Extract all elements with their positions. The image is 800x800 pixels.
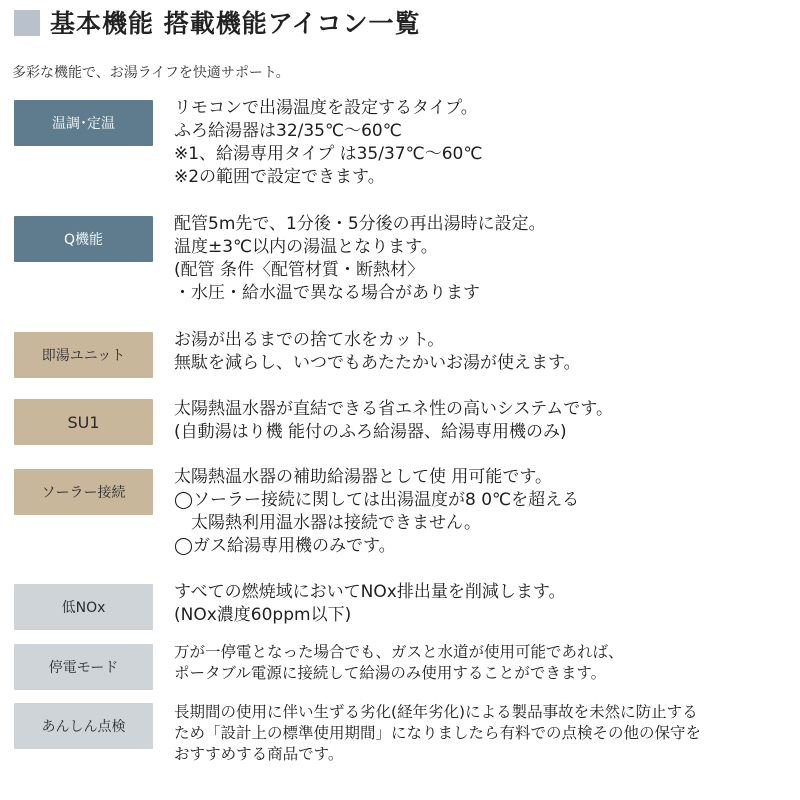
feature-badge-solar-connection: ソーラー接続 [14, 469, 153, 515]
feature-description [174, 642, 794, 684]
description-line: ◯ガス給湯専用機のみです。 [174, 536, 396, 556]
feature-description [174, 398, 794, 444]
description-line: ◯ソーラー接続に関しては出湯温度が8 0℃を超える [174, 490, 580, 510]
feature-description [174, 213, 794, 305]
description-line: (配管 条件〈配管材質・断熱材〉 [174, 260, 425, 280]
description-line: 太陽熱利用温水器は接続できません。 [174, 513, 482, 533]
description-line: ため「設計上の標準使用期間」になりましたら有料での点検その他の保守を [174, 724, 702, 742]
description-line: リモコンで出湯温度を設定するタイプ。 [174, 98, 478, 118]
feature-badge-q-function: Q機能 [14, 216, 153, 262]
description-line: すべての燃焼域においてNOx排出量を削減します。 [174, 582, 566, 602]
description-line: (自動湯はり機 能付のふろ給湯器、給湯専用機のみ) [174, 422, 567, 442]
feature-description [174, 329, 794, 375]
description-line: お湯が出るまでの捨て水をカット。 [174, 330, 445, 350]
page-subtitle: 多彩な機能で、お湯ライフを快適サポート。 [12, 65, 290, 81]
description-line: ※1、給湯専用タイプ は35/37℃～60℃ [174, 144, 483, 164]
description-line: (NOx濃度60ppm以下) [174, 605, 352, 625]
description-line: 長期間の使用に伴い生ずる劣化(経年劣化)による製品事故を未然に防止する [174, 703, 698, 721]
description-line: ポータブル電源に接続して給湯のみ使用することができます。 [174, 664, 607, 682]
description-line: 配管5m先で、1分後・5分後の再出湯時に設定。 [174, 214, 546, 234]
description-line: 無駄を減らし、いつでもあたたかいお湯が使えます。 [174, 353, 581, 373]
feature-badge-power-outage-mode: 停電モード [14, 644, 153, 690]
description-line: おすすめする商品です。 [174, 745, 344, 763]
feature-badge-temperature-control: 温調･定温 [14, 100, 153, 146]
feature-description [174, 466, 794, 558]
description-line: 太陽熱温水器が直結できる省エネ性の高いシステムです。 [174, 399, 613, 419]
feature-description [174, 702, 794, 765]
page-title: 基本機能 搭載機能アイコン一覧 [50, 9, 421, 38]
feature-badge-safety-inspection: あんしん点検 [14, 703, 153, 749]
header-square-icon [14, 10, 40, 36]
description-line: ふろ給湯器は32/35℃～60℃ [174, 121, 402, 141]
description-line: ・水圧・給水温で異なる場合があります [174, 283, 480, 303]
description-line: 温度±3℃以内の湯温となります。 [174, 237, 438, 257]
feature-description [174, 581, 794, 627]
description-line: 万が一停電となった場合でも、ガスと水道が使用可能であれば、 [174, 643, 624, 661]
feature-badge-su1: SU1 [14, 399, 153, 445]
feature-description [174, 97, 794, 189]
feature-badge-instant-hot-water-unit: 即湯ユニット [14, 332, 153, 378]
feature-badge-low-nox: 低NOx [14, 584, 153, 630]
description-line: ※2の範囲で設定できます。 [174, 167, 385, 187]
description-line: 太陽熱温水器の補助給湯器として使 用可能です。 [174, 467, 553, 487]
